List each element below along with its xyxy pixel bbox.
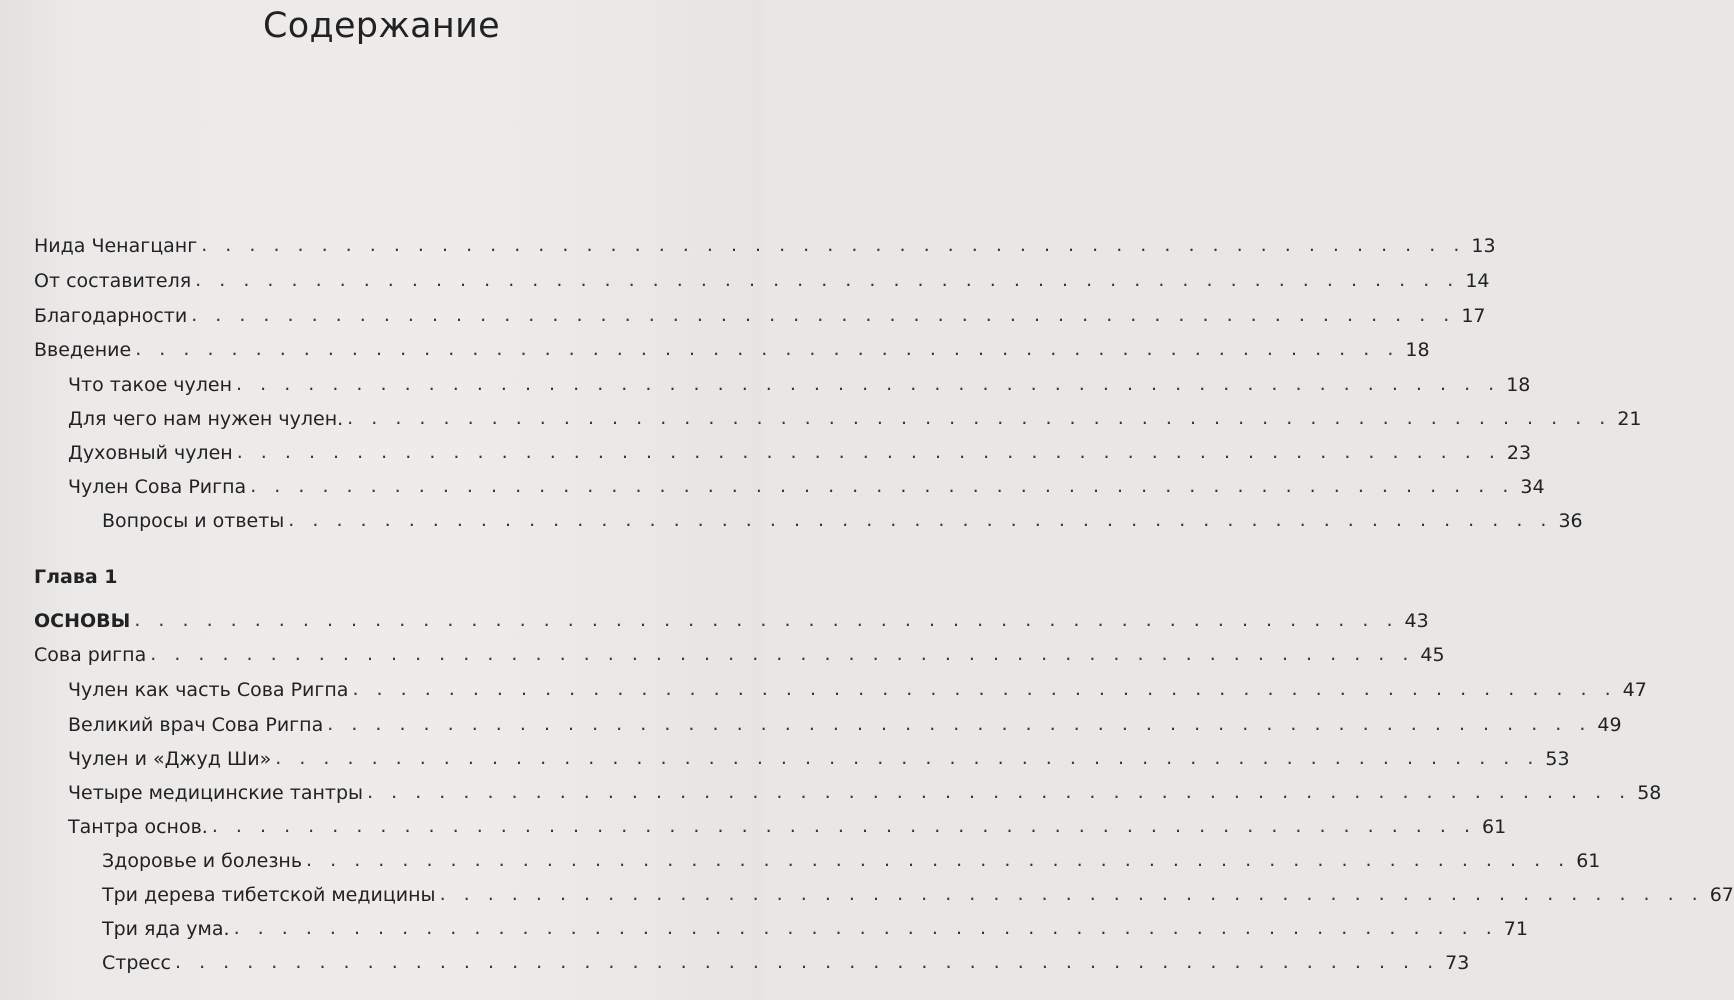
leader-dots: . . . . . . . . . . . . . . . . . . . . . . . . . . . . . . . . . . . . . . . . . . . . . . . . . . . . . xyxy=(134,609,1399,631)
leader-dots: . . . . . . . . . . . . . . . . . . . . . . . . . . . . . . . . . . . . . . . . . . . . . . . . . . . . . xyxy=(135,338,1400,360)
leader-dots: . . . . . . . . . . . . . . . . . . . . . . . . . . . . . . . . . . . . . . . . . . . . . . . . . . . . . xyxy=(191,304,1456,326)
toc-entry-label: Благодарности xyxy=(34,305,188,327)
toc-page-number: 23 xyxy=(1506,442,1532,464)
toc-page-number: 21 xyxy=(1617,408,1642,430)
leader-dots: . . . . . . . . . . . . . . . . . . . . . . . . . . . . . . . . . . . . . . . . . . . . . . . . . . . . . xyxy=(236,441,1501,463)
toc-page-number: 18 xyxy=(1506,374,1531,396)
toc-page-number: 18 xyxy=(1405,339,1430,361)
leader-dots: . . . . . . . . . . . . . . . . . . . . . . . . . . . . . . . . . . . . . . . . . . . . . . . . . . . . . xyxy=(306,849,1571,871)
leader-dots: . . . . . . . . . . . . . . . . . . . . . . . . . . . . . . . . . . . . . . . . . . . . . . . . . . . . . xyxy=(233,917,1498,939)
toc-entry-label: ОСНОВЫ xyxy=(34,610,131,632)
chapter-number-label: Глава 1 xyxy=(34,566,118,588)
leader-dots: . . . . . . . . . . . . . . . . . . . . . . . . . . . . . . . . . . . . . . . . . . . . . . . . . . . . . xyxy=(288,509,1553,531)
toc-entry-label: Сова ригпа xyxy=(34,644,147,666)
leader-dots: . . . . . . . . . . . . . . . . . . . . . . . . . . . . . . . . . . . . . . . . . . . . . . . . . . . . . xyxy=(347,407,1612,429)
toc-entry-what-is-chulen[interactable] xyxy=(68,364,1531,396)
toc-entry-label: Нида Ченагцанг xyxy=(34,235,198,257)
toc-page-number: 17 xyxy=(1461,305,1486,327)
leader-dots: . . . . . . . . . . . . . . . . . . . . . . . . . . . . . . . . . . . . . . . . . . . . . . . . . . . . . xyxy=(211,815,1476,837)
toc-entry-label: Здоровье и болезнь xyxy=(102,850,303,872)
page-title: Содержание xyxy=(263,6,500,46)
toc-entry-label: От составителя xyxy=(34,270,192,292)
toc-page-number: 53 xyxy=(1545,748,1570,770)
toc-entry-nida-chenagtsang[interactable] xyxy=(34,225,1496,257)
leader-dots: . . . . . . . . . . . . . . . . . . . . . . . . . . . . . . . . . . . . . . . . . . . . . . . . . . . . . xyxy=(201,234,1466,256)
toc-entry-chulen-part-of-sowa-rigpa[interactable] xyxy=(68,669,1647,701)
leader-dots: . . . . . . . . . . . . . . . . . . . . . . . . . . . . . . . . . . . . . . . . . . . . . . . . . . . . . xyxy=(327,713,1592,735)
toc-entry-label: Три дерева тибетской медицины xyxy=(102,884,436,906)
toc-entry-from-compiler[interactable] xyxy=(34,260,1490,292)
toc-page-number: 47 xyxy=(1622,679,1647,701)
toc-entry-introduction[interactable] xyxy=(34,329,1430,361)
toc-page-number: 36 xyxy=(1558,510,1583,532)
leader-dots: . . . . . . . . . . . . . . . . . . . . . . . . . . . . . . . . . . . . . . . . . . . . . . . . . . . . . xyxy=(195,269,1460,291)
toc-entry-three-trees[interactable] xyxy=(102,874,1734,906)
toc-page-number: 43 xyxy=(1404,610,1429,632)
toc-entry-chapter-title[interactable] xyxy=(34,600,1429,632)
toc-entry-label: Чулен как часть Сова Ригпа xyxy=(68,679,349,701)
toc-page-number: 61 xyxy=(1482,816,1507,838)
toc-entry-label: Вопросы и ответы xyxy=(102,510,285,532)
toc-page-number: 14 xyxy=(1465,270,1490,292)
toc-entry-root-tantra[interactable] xyxy=(68,806,1507,838)
toc-page-number: 58 xyxy=(1637,782,1662,804)
toc-page-number: 73 xyxy=(1445,952,1470,974)
toc-entry-label: Введение xyxy=(34,339,132,361)
toc-page-number: 61 xyxy=(1576,850,1601,872)
toc-entry-sowa-rigpa[interactable] xyxy=(34,634,1445,666)
leader-dots: . . . . . . . . . . . . . . . . . . . . . . . . . . . . . . . . . . . . . . . . . . . . . . . . . . . . . xyxy=(367,781,1632,803)
toc-entry-label: Духовный чулен xyxy=(68,442,233,464)
toc-entry-chulen-gyud-shi[interactable] xyxy=(68,738,1570,770)
toc-entry-label: Великий врач Сова Ригпа xyxy=(68,714,324,736)
toc-entry-label: Четыре медицинские тантры xyxy=(68,782,364,804)
toc-entry-label: Стресс xyxy=(102,952,171,974)
toc-entry-stress[interactable] xyxy=(102,942,1470,974)
toc-entry-three-poisons[interactable] xyxy=(102,908,1528,940)
toc-entry-spiritual-chulen[interactable] xyxy=(68,432,1532,464)
leader-dots: . . . . . . . . . . . . . . . . . . . . . . . . . . . . . . . . . . . . . . . . . . . . . . . . . . . . . xyxy=(275,747,1540,769)
toc-page-number: 49 xyxy=(1597,714,1622,736)
toc-entry-label: Чулен и «Джуд Ши» xyxy=(68,748,272,770)
leader-dots: . . . . . . . . . . . . . . . . . . . . . . . . . . . . . . . . . . . . . . . . . . . . . . . . . . . . . xyxy=(150,643,1415,665)
toc-page-number: 13 xyxy=(1471,235,1496,257)
toc-page-number: 67 xyxy=(1709,884,1734,906)
toc-entry-health-disease[interactable] xyxy=(102,840,1601,872)
toc-page-number: 71 xyxy=(1503,918,1528,940)
toc-entry-great-doctor[interactable] xyxy=(68,704,1622,736)
toc-page-number: 45 xyxy=(1420,644,1445,666)
leader-dots: . . . . . . . . . . . . . . . . . . . . . . . . . . . . . . . . . . . . . . . . . . . . . . . . . . . . . xyxy=(174,951,1440,973)
leader-dots: . . . . . . . . . . . . . . . . . . . . . . . . . . . . . . . . . . . . . . . . . . . . . . . . . . . . . xyxy=(352,678,1617,700)
toc-entry-label: Что такое чулен xyxy=(68,374,233,396)
leader-dots: . . . . . . . . . . . . . . . . . . . . . . . . . . . . . . . . . . . . . . . . . . . . . . . . . . . . . xyxy=(250,475,1515,497)
toc-entry-label: Чулен Сова Ригпа xyxy=(68,476,247,498)
toc-entry-questions-answers[interactable] xyxy=(102,500,1583,532)
toc-entry-label: Для чего нам нужен чулен. xyxy=(68,408,344,430)
leader-dots: . . . . . . . . . . . . . . . . . . . . . . . . . . . . . . . . . . . . . . . . . . . . . . . . . . . . . xyxy=(236,373,1501,395)
toc-entry-chulen-sowa-rigpa[interactable] xyxy=(68,466,1545,498)
toc-entry-label: Тантра основ. xyxy=(68,816,208,838)
toc-entry-four-tantras[interactable] xyxy=(68,772,1662,804)
toc-page-number: 34 xyxy=(1520,476,1545,498)
toc-entry-acknowledgements[interactable] xyxy=(34,295,1486,327)
toc-entry-label: Три яда ума. xyxy=(102,918,230,940)
leader-dots: . . . . . . . . . . . . . . . . . . . . . . . . . . . . . . . . . . . . . . . . . . . . . . . . . . . . . xyxy=(439,883,1704,905)
toc-entry-why-chulen[interactable] xyxy=(68,398,1642,430)
